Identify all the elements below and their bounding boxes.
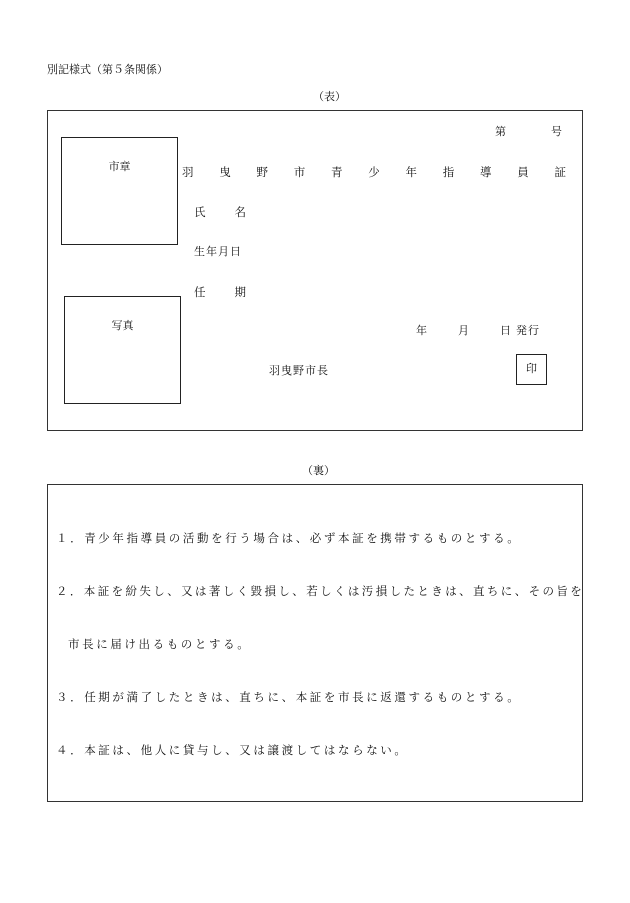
seal-mark: 印: [516, 354, 547, 385]
card-title: [182, 165, 566, 179]
issue-label: 発行: [516, 324, 540, 337]
city-seal-label: 市章: [108, 160, 131, 173]
photo-label: 写真: [111, 319, 134, 332]
issue-year: 年: [416, 324, 427, 337]
issue-month: 月: [458, 324, 469, 337]
back-heading: （裏）: [302, 464, 335, 477]
title-char: 年: [405, 165, 417, 179]
title-char: 導: [480, 165, 492, 179]
front-heading: （表）: [313, 90, 346, 103]
card-number-prefix: 第: [495, 125, 506, 138]
birthdate-label: 生年月日: [194, 245, 242, 258]
title-char: 指: [442, 165, 455, 179]
title-char: 員: [517, 165, 529, 179]
title-char: 曳: [219, 165, 231, 179]
title-char: 証: [554, 165, 566, 179]
back-card: [47, 484, 583, 802]
title-char: 野: [256, 165, 268, 179]
title-char: 少: [368, 165, 380, 179]
title-char: 市: [293, 165, 306, 179]
photo-box: [64, 296, 181, 404]
title-char: 羽: [182, 165, 194, 179]
mayor-name: 羽曳野市長: [269, 364, 329, 377]
term-label: 任 期: [194, 285, 246, 299]
front-card: [47, 110, 583, 431]
rule-2: ２．本証を紛失し、又は著しく毀損し、若しくは汚損したときは、直ちに、その旨を: [56, 584, 585, 598]
rule-4: ４．本証は、他人に貸与し、又は譲渡してはならない。: [56, 743, 409, 757]
rule-3: ３．任期が満了したときは、直ちに、本証を市長に返還するものとする。: [56, 690, 522, 704]
title-char: 青: [331, 165, 343, 179]
rule-2-continued: 市長に届け出るものとする。: [68, 637, 252, 651]
rule-1: １．青少年指導員の活動を行う場合は、必ず本証を携帯するものとする。: [56, 531, 522, 545]
issue-day: 日: [500, 324, 511, 337]
card-number-suffix: 号: [551, 125, 562, 138]
name-label: 氏 名: [194, 205, 246, 219]
city-seal-box: [61, 137, 178, 245]
form-label: 別記様式（第５条関係）: [47, 63, 168, 76]
